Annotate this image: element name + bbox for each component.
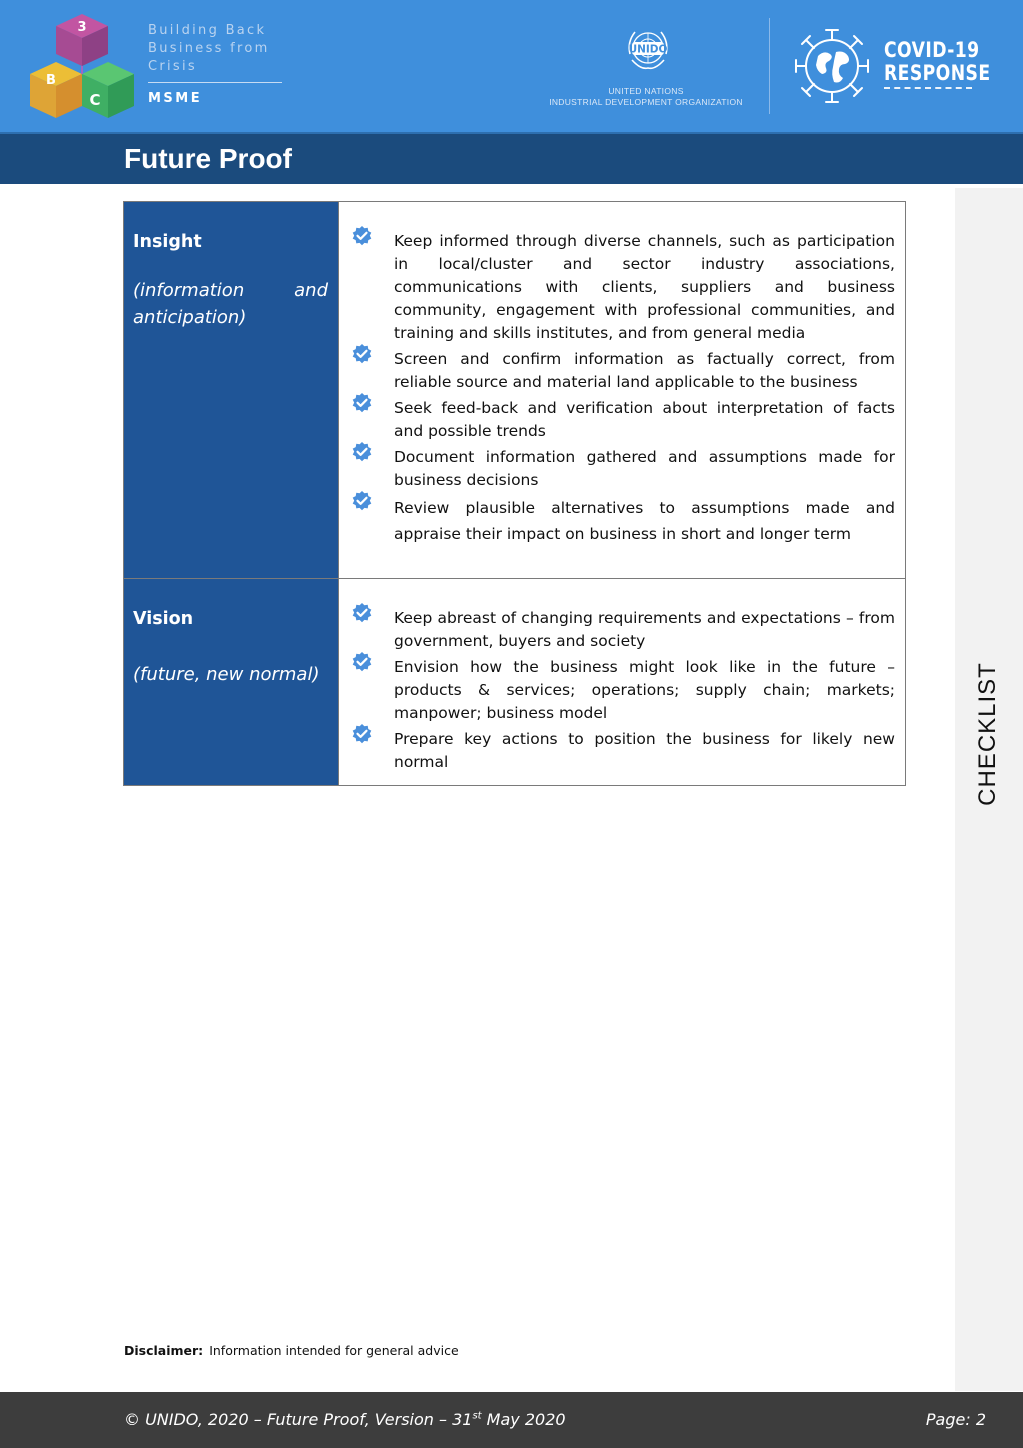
covid-title-line-1: COVID-19 xyxy=(884,38,980,62)
brand-divider xyxy=(148,82,282,83)
list-item xyxy=(351,230,895,345)
list-item xyxy=(351,728,895,774)
unido-logo-text: UNIDO xyxy=(628,43,668,56)
disclaimer xyxy=(124,1343,459,1358)
brand-msme-badge: MSME xyxy=(148,91,203,106)
verified-check-icon xyxy=(351,651,373,673)
logo-separator xyxy=(769,18,770,114)
verified-check-icon xyxy=(351,441,373,463)
checklist-items-insight xyxy=(339,202,905,578)
covid-globe-icon xyxy=(790,24,874,108)
brand-text-block xyxy=(148,22,288,106)
cube-letter-3: 3 xyxy=(77,20,87,35)
list-item-text: Envision how the business might look like in the future – products & services; operations; supply chain; markets; manpower; business model xyxy=(394,658,895,722)
list-item xyxy=(351,656,895,725)
disclaimer-text: Information intended for general advice xyxy=(209,1343,459,1358)
list-item xyxy=(351,348,895,394)
cube-letter-b: B xyxy=(46,73,56,88)
cube-letter-c: C xyxy=(89,91,101,109)
checklist-items-vision xyxy=(339,579,905,785)
footer-page-number: Page: 2 xyxy=(925,1410,986,1429)
footer-copyright xyxy=(124,1410,566,1429)
brand-line-1: Building Back xyxy=(148,23,267,38)
covid-dashed-underline xyxy=(884,87,972,89)
list-item-text: Keep abreast of changing requirements and expectations – from government, buyers and society xyxy=(394,609,895,650)
header-banner xyxy=(0,0,1023,132)
unido-logo xyxy=(535,24,757,114)
verified-check-icon xyxy=(351,602,373,624)
brand-line-3: Crisis xyxy=(148,59,197,74)
checklist-row-insight xyxy=(124,202,905,578)
category-subtitle-word-a: (information xyxy=(133,280,245,301)
category-subtitle-word-b: and xyxy=(294,280,328,301)
category-title: Vision xyxy=(133,609,194,629)
footer-bar xyxy=(0,1392,1023,1448)
verified-check-icon xyxy=(351,723,373,745)
category-cell-vision xyxy=(124,579,339,785)
list-item xyxy=(351,397,895,443)
checklist-table xyxy=(123,201,906,786)
disclaimer-label: Disclaimer: xyxy=(124,1343,204,1358)
footer-copyright-sup: st xyxy=(472,1410,482,1422)
unido-line-2: INDUSTRIAL DEVELOPMENT ORGANIZATION xyxy=(549,97,743,107)
un-wreath-icon xyxy=(623,24,673,72)
title-bar xyxy=(0,132,1023,184)
list-item xyxy=(351,607,895,653)
bbbc-cube-logo xyxy=(26,10,142,126)
category-subtitle xyxy=(133,277,328,331)
covid-title-line-2: RESPONSE xyxy=(884,61,991,85)
list-item-text: Keep informed through diverse channels, such as participation in local/cluster and sector industry associations, communications with clients, suppliers and business community, engagement with professional communities, and training and skills institutes, and from general media xyxy=(394,232,895,342)
page-title: Future Proof xyxy=(124,143,292,174)
verified-check-icon xyxy=(351,392,373,414)
footer-copyright-suffix: May 2020 xyxy=(481,1410,566,1429)
category-subtitle-line-2: anticipation) xyxy=(133,307,247,328)
list-item-text: Seek feed-back and verification about interpretation of facts and possible trends xyxy=(394,399,895,440)
footer-copyright-prefix: © UNIDO, 2020 – Future Proof, Version – 31 xyxy=(124,1410,473,1429)
list-item xyxy=(351,446,895,492)
category-title: Insight xyxy=(133,232,202,252)
verified-check-icon xyxy=(351,225,373,247)
category-cell-insight xyxy=(124,202,339,578)
unido-line-1: UNITED NATIONS xyxy=(608,86,684,96)
checklist-row-vision xyxy=(124,578,905,785)
list-item xyxy=(351,495,895,547)
list-item-text: Document information gathered and assumptions made for business decisions xyxy=(394,448,895,489)
brand-line-2: Business from xyxy=(148,41,270,56)
list-item-text: Prepare key actions to position the business for likely new normal xyxy=(394,730,895,771)
verified-check-icon xyxy=(351,490,373,512)
list-item-text: Review plausible alternatives to assumptions made and appraise their impact on business in short and longer term xyxy=(394,499,895,543)
category-subtitle: (future, new normal) xyxy=(133,664,320,685)
list-item-text: Screen and confirm information as factually correct, from reliable source and material land applicable to the business xyxy=(394,350,895,391)
verified-check-icon xyxy=(351,343,373,365)
side-label-checklist: CHECKLIST xyxy=(974,662,1001,806)
category-subtitle-line-1 xyxy=(133,277,328,304)
